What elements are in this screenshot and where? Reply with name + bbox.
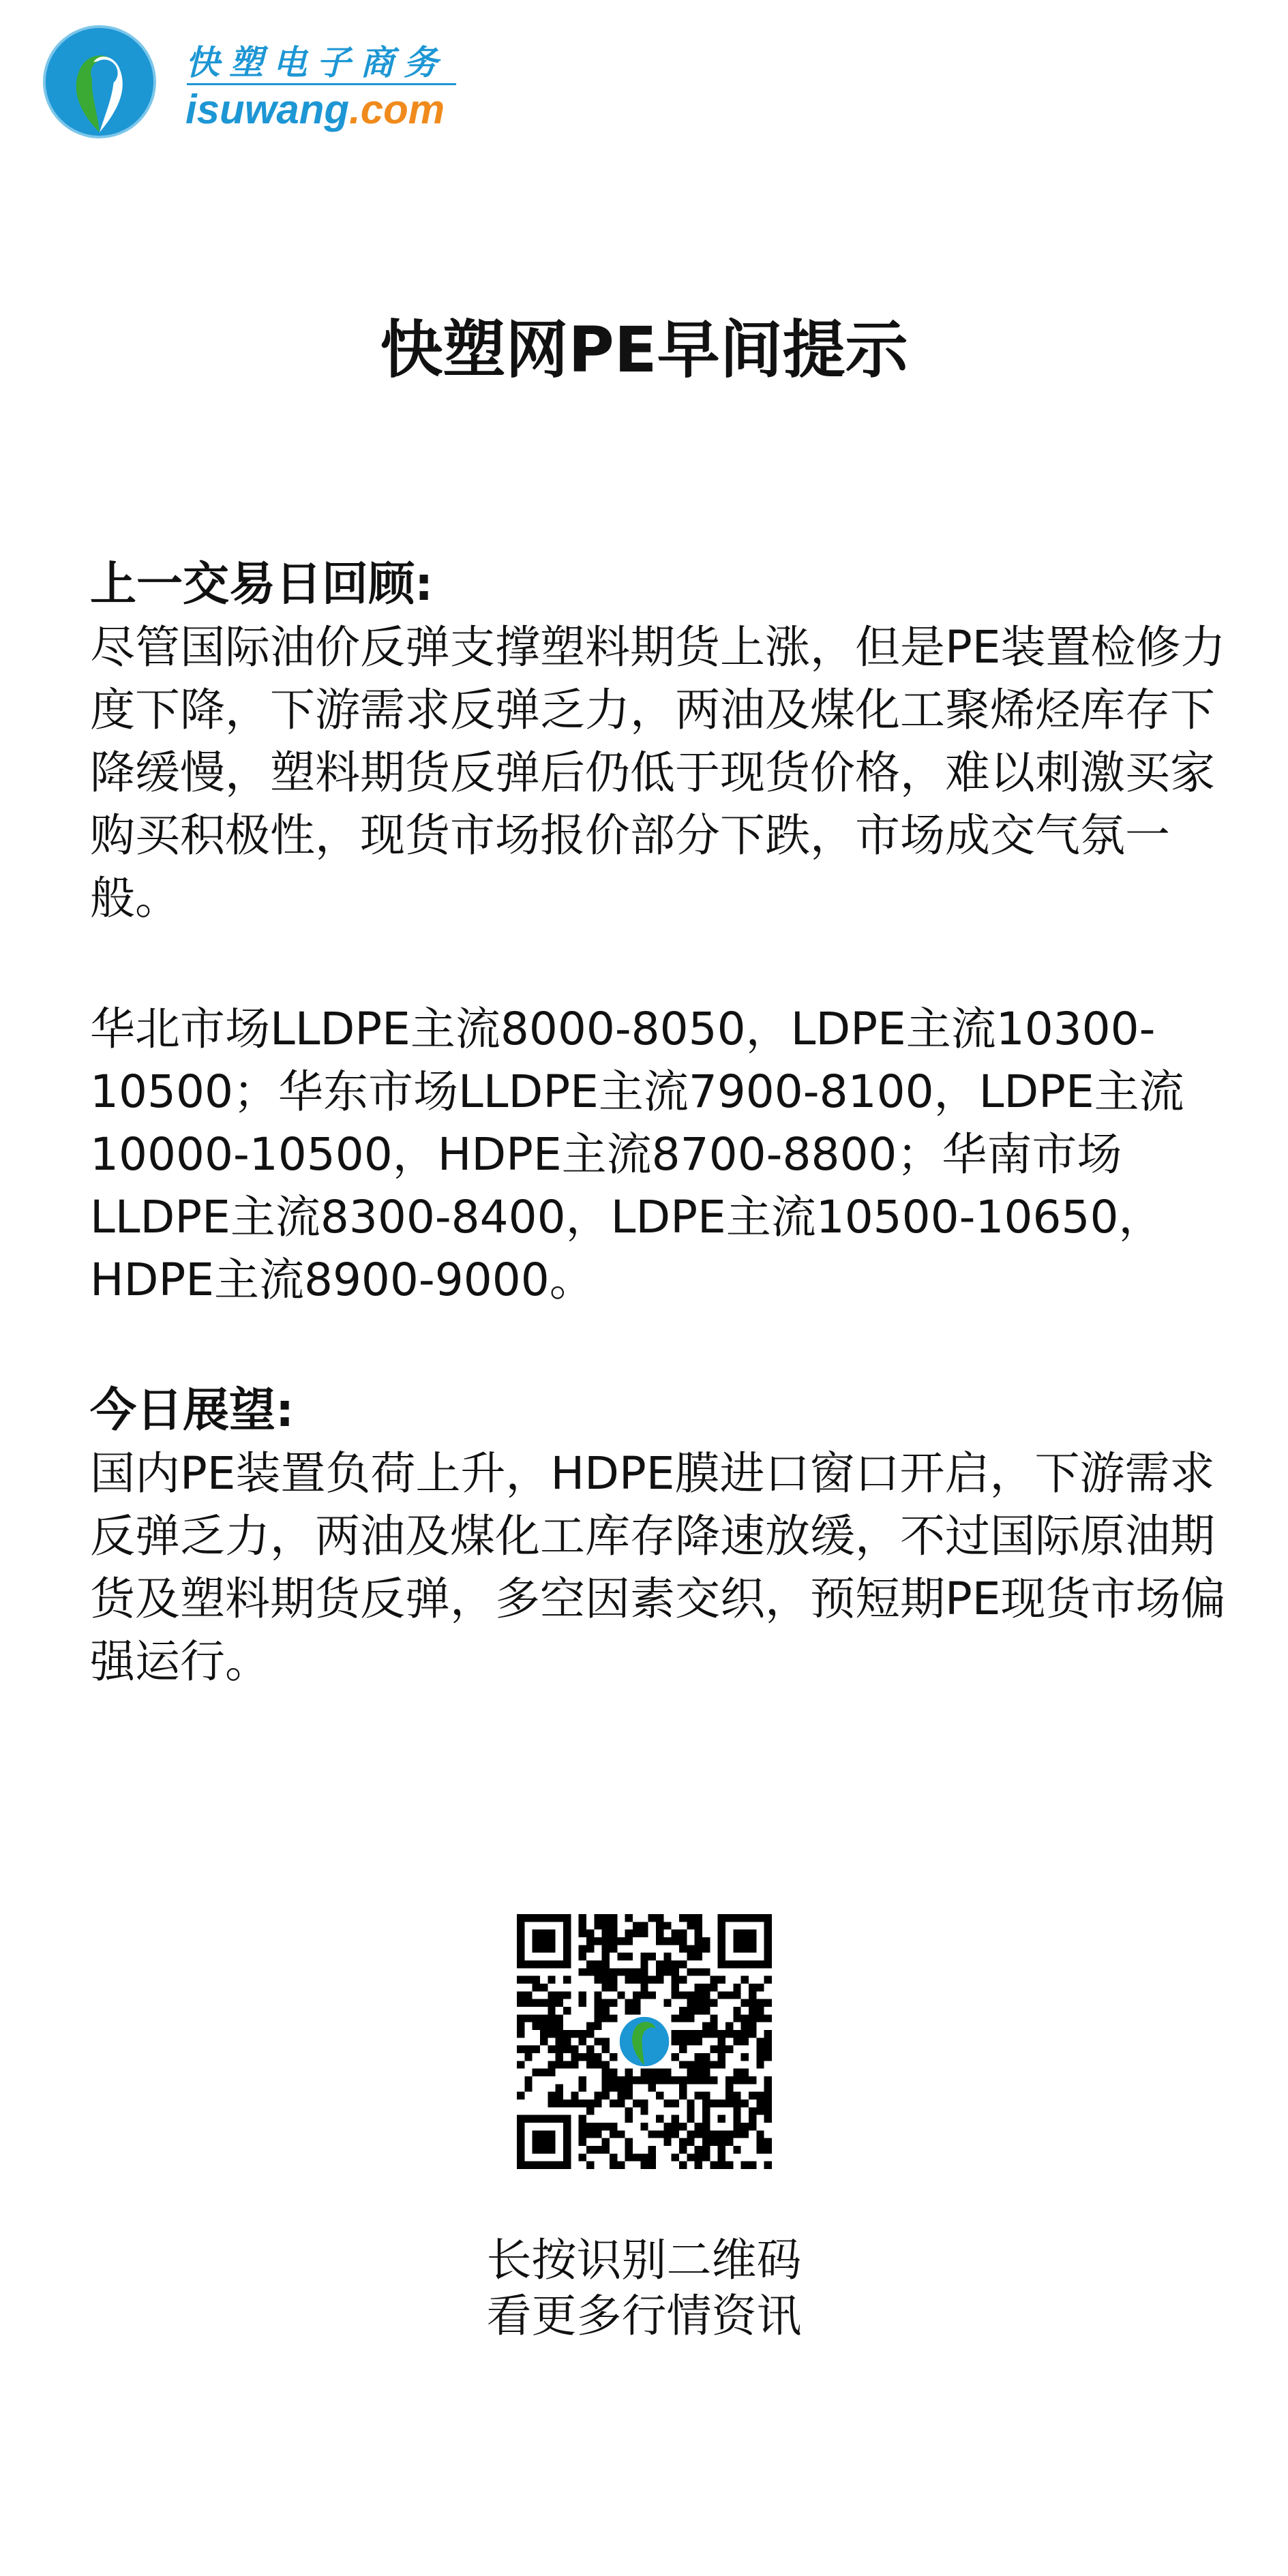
review-heading: 上一交易日回顾:	[90, 558, 434, 611]
page-title: 快塑网PE早间提示	[380, 314, 908, 387]
outlook-text: 国内PE装置负荷上升，HDPE膜进口窗口开启，下游需求反弹乏力，两油及煤化工库存降速放缓，不过国际原油期货及塑料期货反弹，多空因素交织，预短期PE现货市场偏强运行。	[90, 1447, 1226, 1688]
qr-caption-line2: 看更多行情资讯	[486, 2290, 802, 2342]
brand-domain	[185, 86, 445, 133]
brand-logo	[42, 20, 465, 143]
qr-caption-line1: 长按识别二维码	[486, 2234, 802, 2286]
qr-caption	[0, 2232, 1288, 2344]
brand-cn-name: 快塑电子商务	[185, 43, 447, 82]
brand-domain-tld: .com	[349, 87, 445, 132]
brand-domain-name: isuwang	[185, 87, 350, 132]
brand-divider	[187, 83, 456, 85]
report-content	[90, 554, 1242, 1693]
review-text: 尽管国际油价反弹支撑塑料期货上涨，但是PE装置检修力度下降，下游需求反弹乏力，两油及煤化工聚烯烃库存下降缓慢，塑料期货反弹后仍低于现货价格，难以刺激买家购买积极性，现货市场报价部分下跌，市场成交气氛一般。	[90, 621, 1226, 924]
isuwang-logo-icon	[42, 25, 157, 139]
price-quotes-text: 华北市场LLDPE主流8000-8050，LDPE主流10300-10500；华东市场LLDPE主流7900-8100，LDPE主流10000-10500，HDPE主流8700-8800；华南市场LLDPE主流8300-8400，LDPE主流10500-10650，HDPE主流8900-9000。	[90, 1003, 1184, 1306]
outlook-heading: 今日展望:	[90, 1384, 295, 1438]
qr-code[interactable]	[517, 1914, 772, 2169]
qr-code-icon	[517, 1914, 772, 2169]
